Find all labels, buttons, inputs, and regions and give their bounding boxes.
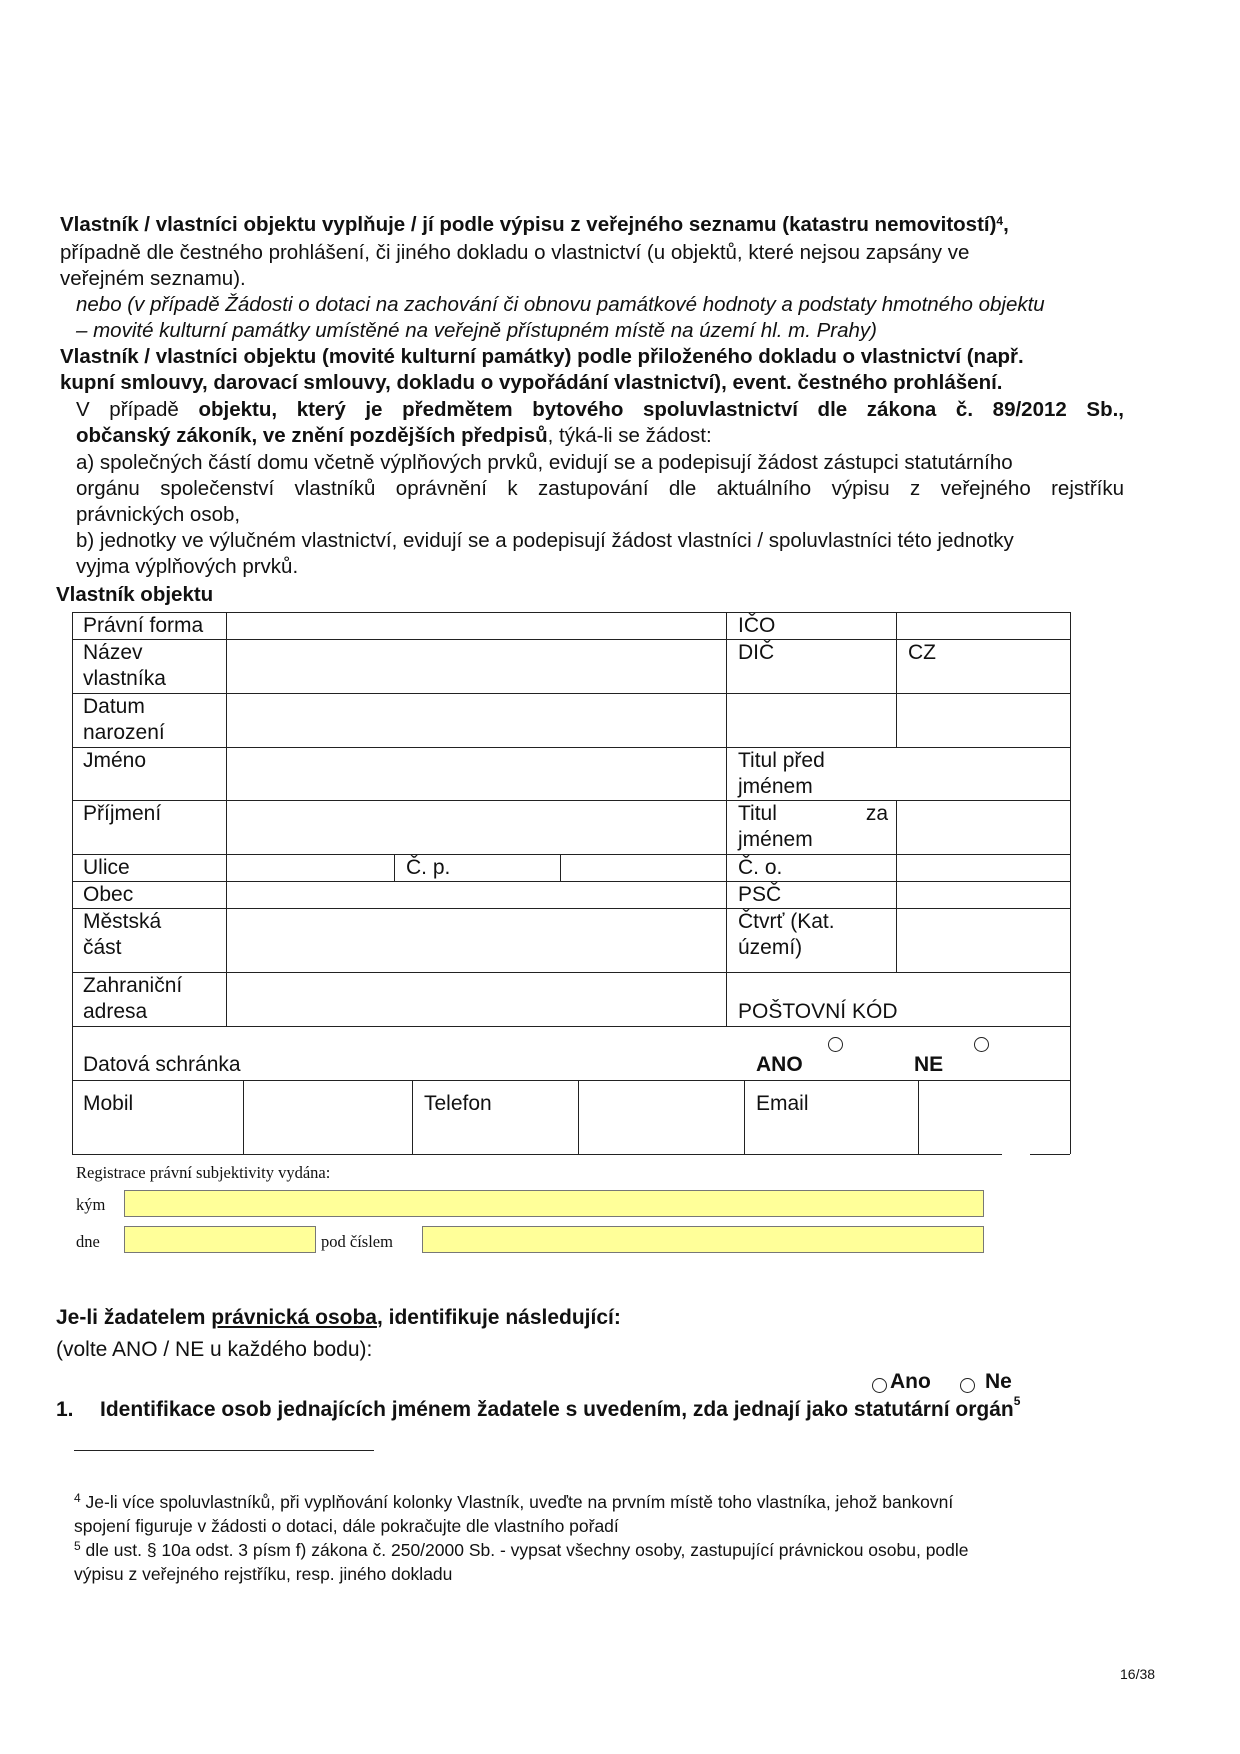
table-rule (72, 1154, 1002, 1155)
table-rule (578, 1080, 579, 1154)
legal-person-note: (volte ANO / NE u každého bodu): (56, 1338, 373, 1361)
label-prijmeni: Příjmení (83, 802, 162, 825)
label-telefon: Telefon (424, 1092, 492, 1115)
registration-title: Registrace právní subjektivity vydána: (76, 1163, 331, 1182)
label-ctvrt: Čtvrť (Kat. území) (738, 910, 835, 959)
label-pod-cislem: pod číslem (321, 1232, 393, 1251)
label-jmeno: Jméno (83, 749, 147, 772)
label-mobil: Mobil (83, 1092, 134, 1115)
table-rule (72, 854, 1070, 855)
co-ownership-a-line-1: a) společných částí domu včetně výplňových prvků, evidují se a podepisují žádost zástupci statutárního (76, 451, 1013, 474)
co-ownership-b-line-1: b) jednotky ve výlučném vlastnictví, evidují se a podepisují žádost vlastníci / spoluvlastníci této jednotky (76, 529, 1014, 552)
label-ne: NE (914, 1053, 944, 1076)
table-rule (560, 854, 561, 881)
footnote-5: $^5$ dle ust. § 10a odst. 3 písm f) zákona č. 250/2000 Sb. - vypsat všechny osoby, zastupující právnickou osobu, podle (74, 1539, 969, 1560)
co-ownership-line-1: V případě objektu, který je předmětem bytového spoluvlastnictví dle zákona č. 89/2012 Sb., (76, 398, 1124, 421)
label-postovni-kod: POŠTOVNÍ KÓD (738, 1000, 898, 1023)
owner-instruction-line-2: případně dle čestného prohlášení, či jiného dokladu o vlastnictví (u objektů, které nejsou zapsány ve (60, 241, 970, 264)
dic-prefix: CZ (908, 641, 936, 664)
datova-schranka-ano-radio[interactable] (828, 1037, 843, 1052)
co-ownership-line-2: občanský zákoník, ve znění pozdějších předpisů, týká-li se žádost: (76, 424, 712, 447)
footnote-separator (74, 1450, 374, 1451)
footnote-ref-5: 5 (1013, 1394, 1021, 1408)
item1-number: 1. (56, 1398, 74, 1421)
label-datum-narozeni: Datum narození (83, 695, 165, 744)
kym-input[interactable] (124, 1190, 984, 1217)
label-titul-pred-jmenem: Titul před jménem (738, 749, 825, 798)
alternative-note-line-2: – movité kulturní památky umístěné na veřejně přístupném místě na území hl. m. Prahy) (76, 319, 877, 342)
table-rule (226, 612, 227, 1026)
movable-monument-owner-line-1: Vlastník / vlastníci objektu (movité kulturní památky) podle přiloženého dokladu o vlastnictví (např. (60, 345, 1024, 368)
footnote-5-cont: výpisu z veřejného rejstříku, resp. jiného dokladu (74, 1564, 453, 1584)
label-obec: Obec (83, 883, 134, 906)
owner-section-title: Vlastník objektu (56, 583, 214, 606)
owner-instruction-line-3: veřejném seznamu). (60, 267, 246, 290)
footnote-4-cont: spojení figuruje v žádosti o dotaci, dále pokračujte dle vlastního pořadí (74, 1516, 619, 1536)
alternative-note-line-1: nebo (v případě Žádosti o dotaci na zachování či obnovu památkové hodnoty a podstaty hmotného objektu (76, 293, 1045, 316)
table-rule (394, 854, 395, 881)
table-rule (72, 972, 1070, 973)
co-ownership-a-line-3: právnických osob, (76, 503, 241, 526)
table-rule (72, 612, 73, 1154)
label-cislo-popisne: Č. p. (406, 856, 451, 879)
table-rule (896, 908, 897, 972)
table-rule (1070, 612, 1071, 1154)
label-pravni-forma: Právní forma (83, 614, 204, 637)
co-ownership-a-line-2: orgánu společenství vlastníků oprávnění k zastupování dle aktuálního výpisu z veřejného rejstříku (76, 477, 1124, 500)
label-kym: kým (76, 1195, 106, 1214)
table-rule (72, 800, 1070, 801)
table-rule (72, 1080, 1070, 1081)
owner-table (72, 612, 1070, 1154)
page-number: 16/38 (1120, 1666, 1156, 1682)
owner-instruction-line-1: Vlastník / vlastníci objektu vyplňuje / jí podle výpisu z veřejného seznamu (katastru nemovitostí)$^4$, (60, 213, 1009, 236)
pod-cislem-input[interactable] (422, 1226, 984, 1253)
label-datova-schranka: Datová schránka (83, 1053, 241, 1076)
label-email: Email (756, 1092, 809, 1115)
table-rule (72, 693, 1070, 694)
dne-input[interactable] (124, 1226, 316, 1253)
table-rule (72, 1026, 1070, 1027)
item1-ano-radio[interactable] (872, 1378, 887, 1393)
label-ico: IČO (738, 614, 776, 637)
item1-ano-label: Ano (890, 1370, 931, 1393)
legal-person-heading: Je-li žadatelem právnická osoba, identifikuje následující: (56, 1306, 621, 1329)
legal-person-term: právnická osoba (211, 1306, 377, 1329)
label-cislo-orientacni: Č. o. (738, 856, 783, 879)
movable-monument-owner-line-2: kupní smlouvy, darovací smlouvy, dokladu o vypořádání vlastnictví), event. čestného prohlášení. (60, 371, 1003, 394)
table-rule (918, 1080, 919, 1154)
label-titul-za-jmenem: Titul za jménem (738, 802, 888, 851)
table-rule (243, 1080, 244, 1154)
item1-ne-radio[interactable] (960, 1378, 975, 1393)
footnote-ref-4: 4 (996, 214, 1004, 228)
co-ownership-b-line-2: vyjma výplňových prvků. (76, 555, 299, 578)
label-mestska-cast: Městská část (83, 910, 162, 959)
table-rule (72, 881, 1070, 882)
label-ulice: Ulice (83, 856, 130, 879)
table-rule (726, 612, 727, 972)
label-nazev-vlastnika: Název vlastníka (83, 641, 166, 690)
table-rule (412, 1080, 413, 1154)
footnote-4: $^4$ Je-li více spoluvlastníků, při vyplňování kolonky Vlastník, uveďte na prvním místě toho vlastníka, jehož bankovní (74, 1491, 954, 1512)
label-ano: ANO (756, 1053, 803, 1076)
label-psc: PSČ (738, 883, 782, 906)
table-rule (72, 747, 1070, 748)
label-dic: DIČ (738, 641, 775, 664)
table-rule (1030, 1154, 1070, 1155)
table-rule (896, 800, 897, 908)
label-dne: dne (76, 1232, 100, 1251)
item1-ne-label: Ne (985, 1370, 1012, 1393)
item1-text: Identifikace osob jednajících jménem žadatele s uvedením, zda jednají jako statutární orgán$^5$ (100, 1394, 1021, 1421)
table-rule (726, 972, 727, 1026)
table-rule (744, 1080, 745, 1154)
table-rule (72, 612, 1070, 613)
label-zahranicni-adresa: Zahraniční adresa (83, 974, 183, 1023)
table-rule (896, 612, 897, 747)
datova-schranka-ne-radio[interactable] (974, 1037, 989, 1052)
table-rule (72, 908, 1070, 909)
